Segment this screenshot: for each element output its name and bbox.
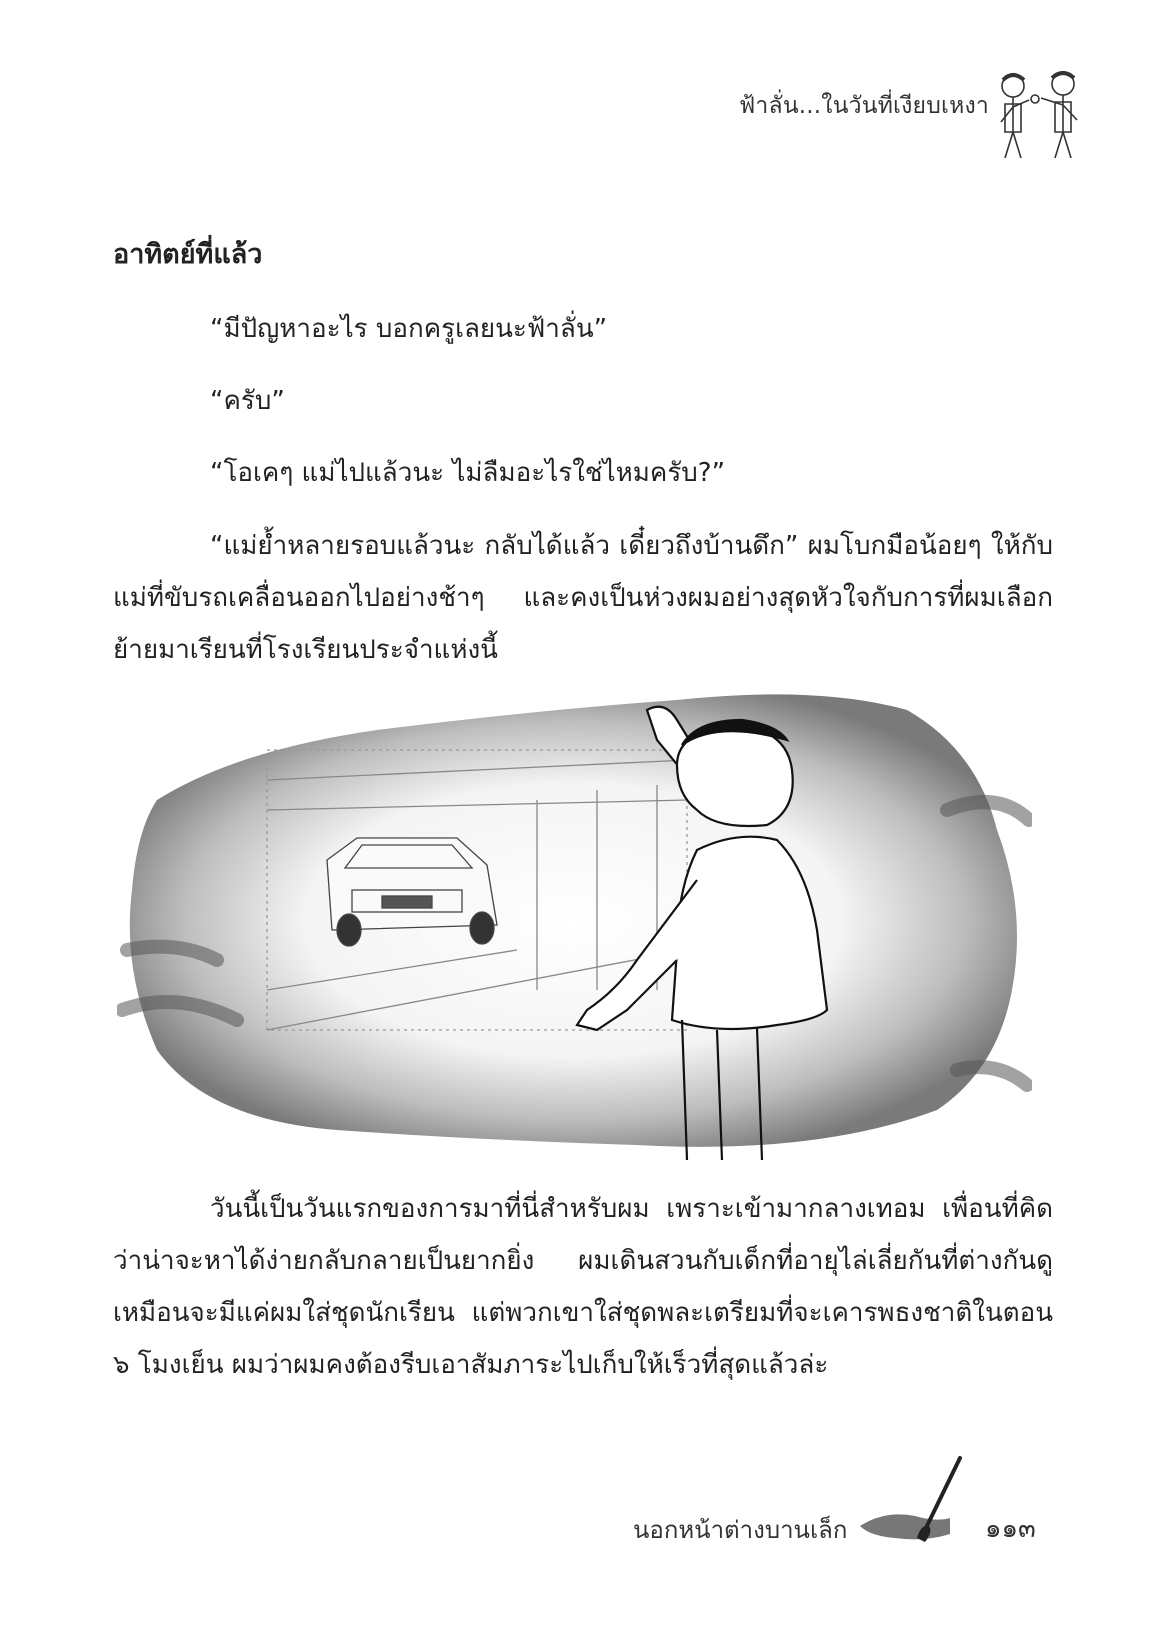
dialogue-line-1: “มีปัญหาอะไร บอกครูเลยนะฟ้าลั่น” (210, 314, 608, 344)
two-boys-sketch-icon (981, 62, 1101, 162)
running-title: ฟ้าลั่น...ในวันที่เงียบเหงา (738, 93, 989, 119)
dialogue-line-3: “โอเคๆ แม่ไปแล้วนะ ไม่ลืมอะไรใช่ไหมครับ?” (210, 458, 726, 488)
paintbrush-icon (855, 1448, 970, 1548)
page-number: ๑๑๓ (985, 1514, 1036, 1544)
dialogue-line-2: “ครับ” (210, 386, 285, 416)
book-title: นอกหน้าต่างบานเล็ก (633, 1516, 848, 1544)
paragraph-2: วันนี้เป็นวันแรกของการมาที่นี่สำหรับผม เพราะเข้ามากลางเทอม เพื่อนที่คิดว่าน่าจะหาได้ง่ายกลับกลายเป็นยากยิ่ง ผมเดินสวนกับเด็กที่อายุไล่เลี่ยกันที่ต่างกันดูเหมือนจะมีแค่ผมใส่ชุดนักเรียน แต่พวกเขาใส่ชุดพละเตรียมที่จะเคารพธงชาติในตอน ๖ โมงเย็น ผมว่าผมคงต้องรีบเอาสัมภาระไปเก็บให้เร็วที่สุดแล้วล่ะ (113, 1194, 1053, 1380)
boy-waving-at-car-illustration (117, 690, 1032, 1160)
section-title: อาทิตย์ที่แล้ว (113, 239, 263, 270)
paragraph-1: “แม่ย้ำหลายรอบแล้วนะ กลับได้แล้ว เดี๋ยวถึงบ้านดึก” ผมโบกมือน้อยๆ ให้กับแม่ที่ขับรถเคลื่อนออกไปอย่างช้าๆ และคงเป็นห่วงผมอย่างสุดหัวใจกับการที่ผมเลือกย้ายมาเรียนที่โรงเรียนประจำแห่งนี้ (113, 531, 1053, 665)
